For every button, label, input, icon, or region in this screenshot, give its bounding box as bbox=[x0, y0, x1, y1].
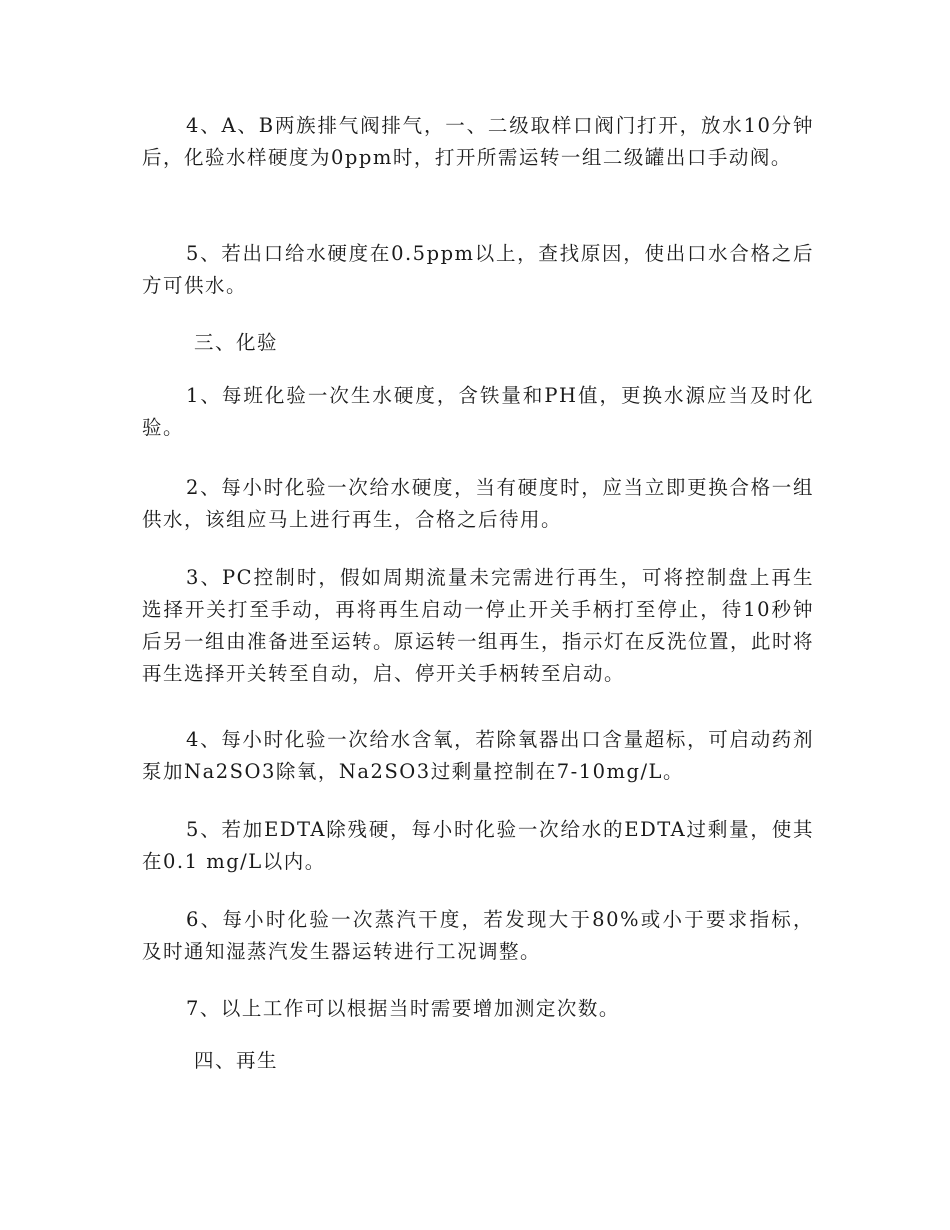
paragraph-assay-7: 7、以上工作可以根据当时需要增加测定次数。 bbox=[186, 997, 620, 1020]
section-heading-assay: 三、化验 bbox=[194, 331, 279, 354]
paragraph-item-5-hardness: 5、若出口给水硬度在0.5ppm以上，查找原因，使出口水合格之后方可供水。 bbox=[142, 242, 814, 297]
paragraph-assay-6: 6、每小时化验一次蒸汽干度，若发现大于80%或小于要求指标，及时通知湿蒸汽发生器运转进行工况调整。 bbox=[142, 908, 814, 963]
paragraph-item-4-exhaust: 4、A、B两族排气阀排气，一、二级取样口阀门打开，放水10分钟后，化验水样硬度为0ppm时，打开所需运转一组二级罐出口手动阀。 bbox=[142, 114, 814, 169]
paragraph-assay-2: 2、每小时化验一次给水硬度，当有硬度时，应当立即更换合格一组供水，该组应马上进行再生，合格之后待用。 bbox=[142, 476, 814, 531]
paragraph-assay-1: 1、每班化验一次生水硬度，含铁量和PH值，更换水源应当及时化验。 bbox=[142, 384, 814, 439]
paragraph-assay-3: 3、PC控制时，假如周期流量未完需进行再生，可将控制盘上再生选择开关打至手动，再将再生启动一停止开关手柄打至停止，待10秒钟后另一组由准备进至运转。原运转一组再生，指示灯在反洗位置，此时将再生选择开关转至自动，启、停开关手柄转至启动。 bbox=[142, 566, 815, 685]
paragraph-assay-5: 5、若加EDTA除残硬，每小时化验一次给水的EDTA过剩量，使其在0.1 mg/L以内。 bbox=[142, 818, 814, 873]
paragraph-assay-4: 4、每小时化验一次给水含氧，若除氧器出口含量超标，可启动药剂泵加Na2SO3除氧，Na2SO3过剩量控制在7-10mg/L。 bbox=[142, 728, 814, 783]
section-heading-regeneration: 四、再生 bbox=[194, 1049, 279, 1072]
